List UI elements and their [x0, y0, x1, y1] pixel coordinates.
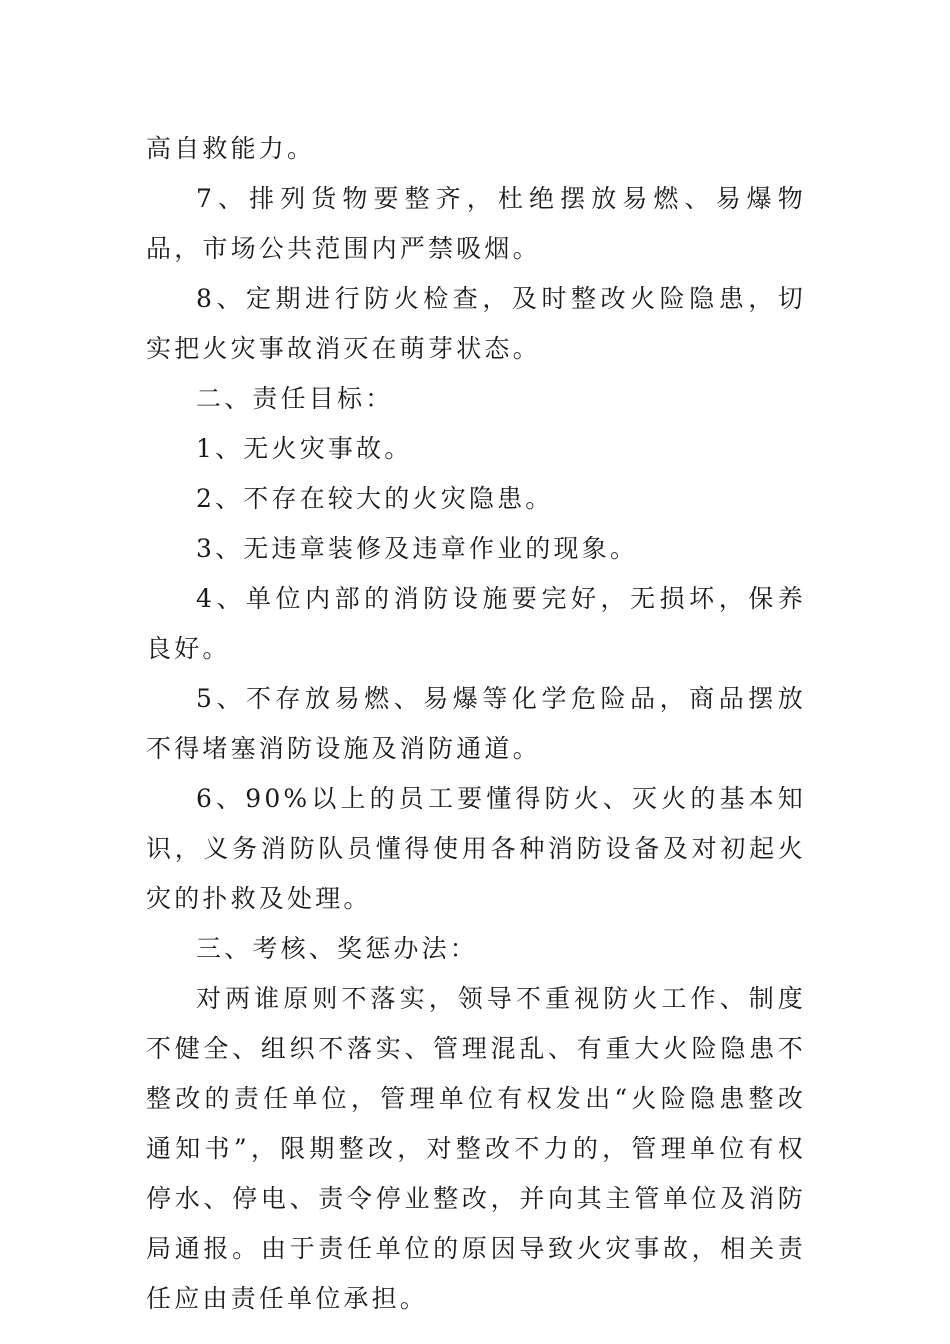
paragraph-continuation: 高自救能力。: [146, 134, 316, 163]
section-heading-responsibility-goals: 二、责任目标：: [196, 384, 394, 413]
paragraph-item-7: 7、排列货物要整齐，杜绝摆放易燃、易爆物品，市场公共范围内严禁吸烟。: [146, 184, 806, 263]
document-body: [146, 124, 806, 1324]
paragraph-assessment-body: 对两谁原则不落实，领导不重视防火工作、制度不健全、组织不落实、管理混乱、有重大火险隐患不整改的责任单位，管理单位有权发出“火险隐患整改通知书”，限期整改，对整改不力的，管理单位有权停水、停电、责令停业整改，并向其主管单位及消防局通报。由于责任单位的原因导致火灾事故，相关责任应由责任单位承担。: [146, 984, 806, 1313]
goal-item-2: 2、不存在较大的火灾隐患。: [196, 484, 554, 513]
goal-item-3: 3、无违章装修及违章作业的现象。: [196, 534, 639, 563]
goal-item-4: 4、单位内部的消防设施要完好，无损坏，保养良好。: [146, 584, 806, 663]
section-heading-assessment: 三、考核、奖惩办法：: [196, 934, 479, 963]
goal-item-5: 5、不存放易燃、易爆等化学危险品，商品摆放不得堵塞消防设施及消防通道。: [146, 684, 806, 763]
goal-item-1: 1、无火灾事故。: [196, 434, 413, 463]
goal-item-6: 6、90%以上的员工要懂得防火、灭火的基本知识，义务消防队员懂得使用各种消防设备及对初起火灾的扑救及处理。: [146, 784, 806, 913]
paragraph-item-8: 8、定期进行防火检查，及时整改火险隐患，切实把火灾事故消灭在萌芽状态。: [146, 284, 806, 363]
